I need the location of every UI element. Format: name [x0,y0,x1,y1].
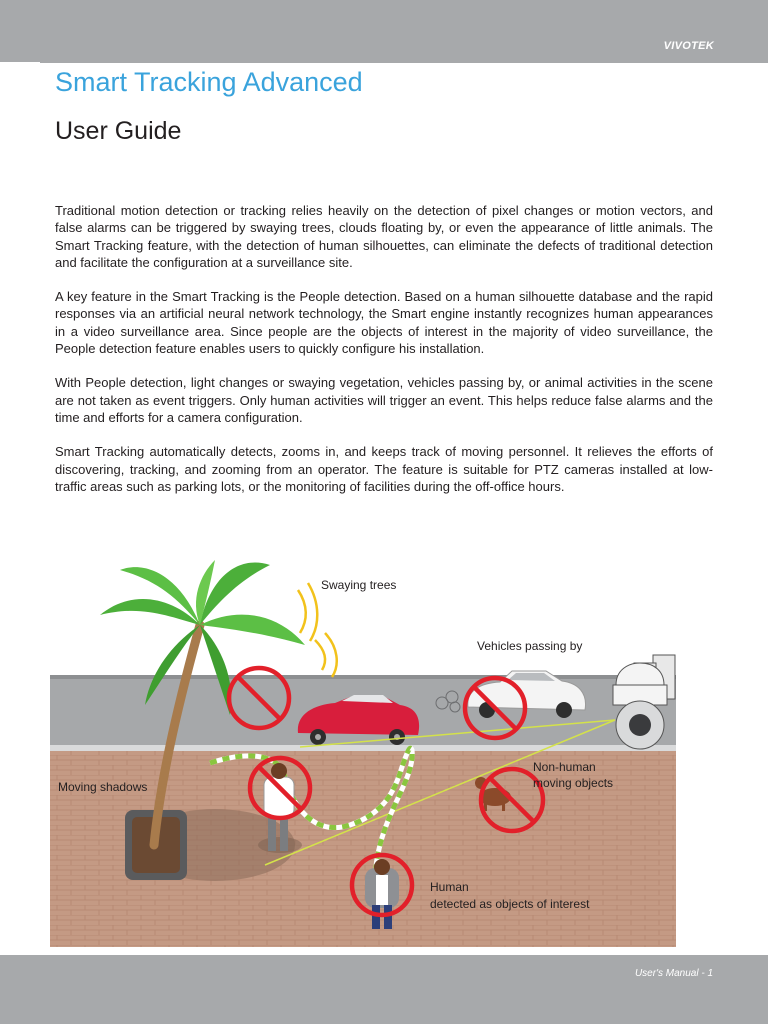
label-human-1: Human [430,880,469,894]
paragraph-3: With People detection, light changes or swaying vegetation, vehicles passing by, or animal activities in the scene are not taken as event triggers. Only human activities will trigger an event. This helps reduce false alarms and the time and efforts for a camera configuration. [55,375,713,425]
page-title: Smart Tracking Advanced [55,67,363,97]
label-human-2: detected as objects of interest [430,897,590,911]
label-swaying-trees: Swaying trees [321,578,397,592]
body-text [55,202,713,512]
illustration [50,545,678,950]
sway-lines-icon [298,583,337,677]
page-subtitle: User Guide [55,117,182,145]
label-vehicles: Vehicles passing by [477,639,583,653]
footer-page-label: User's Manual - 1 [634,968,713,979]
illustration-scene [50,545,678,950]
header-bar [0,0,768,62]
label-non-human-1: Non-human [533,760,596,774]
paragraph-2: A key feature in the Smart Tracking is the People detection. Based on a human silhouette database and the rapid responses via an artificial neural network technology, the Smart engine instantly recognizes human appearances in a video surveillance area. Since people are the objects of interest in the majority of video surveillance, the People detection feature enables users to quickly configure his installation. [55,289,713,357]
brand-label: VIVOTEK [663,40,714,52]
paragraph-4: Smart Tracking automatically detects, zooms in, and keeps track of moving personnel. It relieves the efforts of discovering, tracking, and zooming from an operator. The feature is suitable for PTZ cameras installed at low-traffic areas such as parking lots, or the monitoring of facilities during the off-office hours. [55,444,713,494]
header-rule [40,62,768,63]
footer-bar [0,955,768,1024]
label-non-human-2: moving objects [533,776,614,790]
paragraph-1: Traditional motion detection or tracking relies heavily on the detection of pixel changes or motion vectors, and false alarms can be triggered by swaying trees, clouds floating by, or even the appearance of little animals. The Smart Tracking feature, with the detection of human silhouettes, can eliminate the defects of traditional detection and facilitate the configuration at a surveillance site. [55,203,713,270]
label-moving-shadows: Moving shadows [58,780,148,794]
